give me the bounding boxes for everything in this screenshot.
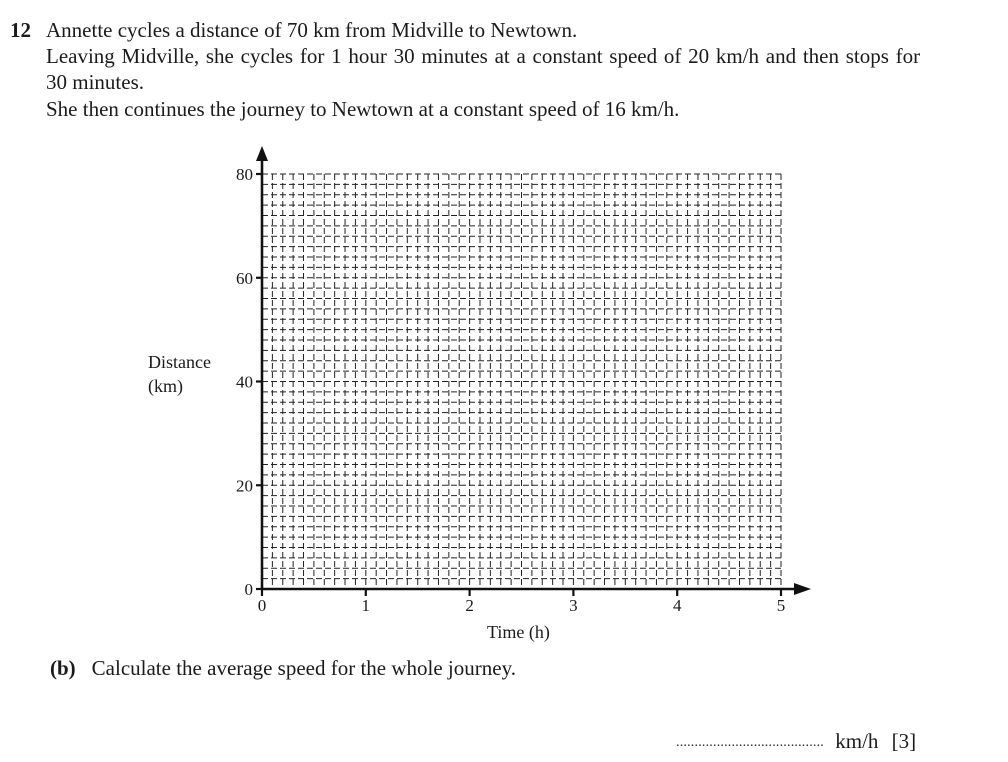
answer-unit: km/h — [835, 729, 879, 753]
x-tick-label: 4 — [672, 596, 682, 615]
y-axis-unit: (km) — [148, 376, 183, 396]
part-b-label: (b) — [50, 656, 76, 680]
y-tick-label: 0 — [244, 580, 253, 599]
x-tick-label: 5 — [776, 596, 786, 615]
answer-line[interactable]: ........................................ — [676, 735, 824, 750]
y-axis-label: Distance — [148, 352, 211, 372]
part-b-text: Calculate the average speed for the whole journey. — [91, 656, 516, 680]
x-tick-label: 3 — [569, 596, 578, 615]
x-axis-arrow-icon — [794, 583, 811, 595]
x-tick-label: 2 — [465, 596, 474, 615]
marks-badge: [3] — [891, 729, 917, 753]
x-tick-label: 0 — [257, 596, 267, 615]
question-number: 12 — [10, 18, 31, 42]
y-tick-label: 80 — [236, 165, 253, 184]
question-line-4: She then continues the journey to Newtown at a constant speed of 16 km/h. — [46, 97, 680, 121]
graph-grid — [262, 174, 781, 589]
part-b-question — [50, 656, 516, 681]
x-tick-label: 1 — [361, 596, 371, 615]
x-axis-label: Time (h) — [487, 622, 550, 642]
y-tick-label: 60 — [236, 268, 253, 288]
question-line-2: Leaving Midville, she cycles for 1 hour 30 minutes at a constant speed of 20 km/h and then stops for — [46, 44, 921, 68]
answer-area — [676, 729, 916, 754]
y-tick-label: 40 — [236, 372, 253, 392]
y-tick-label: 20 — [236, 476, 253, 496]
question-line-3: 30 minutes. — [46, 70, 144, 94]
y-axis-arrow-icon — [256, 146, 268, 161]
question-line-1: Annette cycles a distance of 70 km from Midville to Newtown. — [46, 18, 578, 42]
